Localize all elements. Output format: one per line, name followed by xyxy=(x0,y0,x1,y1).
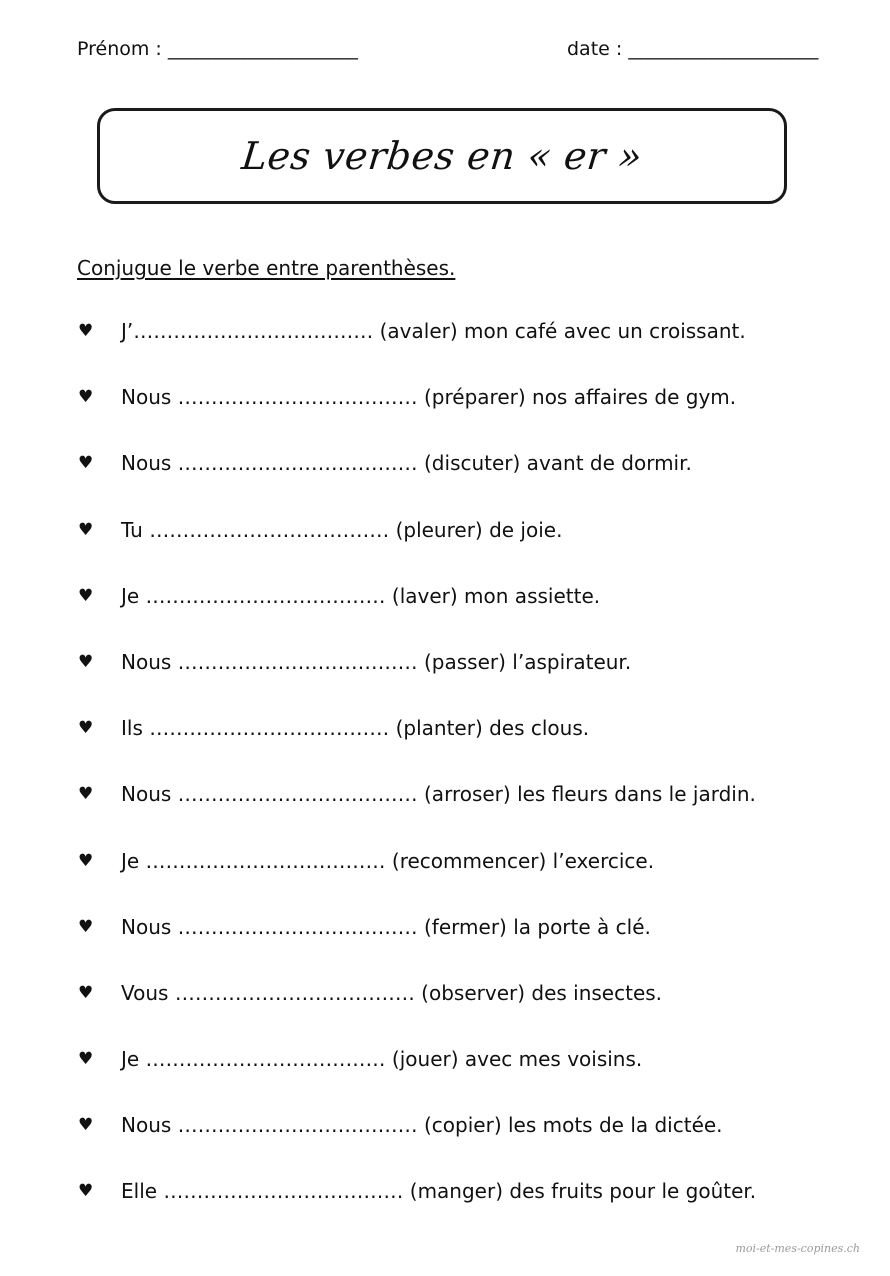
heart-icon: ♥ xyxy=(78,784,94,805)
heart-icon: ♥ xyxy=(78,585,94,606)
list-item xyxy=(0,979,890,1045)
exercise-sentence[interactable]: Je ……………………………… (laver) mon assiette. xyxy=(121,583,601,608)
heart-icon: ♥ xyxy=(78,387,94,408)
list-item xyxy=(0,582,890,648)
exercise-sentence[interactable]: Je ……………………………… (recommencer) l’exercice. xyxy=(121,848,655,873)
date-field[interactable]: date : ____________________ xyxy=(567,38,819,60)
heart-icon: ♥ xyxy=(78,916,94,937)
heart-icon: ♥ xyxy=(78,453,94,474)
exercise-sentence[interactable]: J’……………………………… (avaler) mon café avec un croissant. xyxy=(121,319,746,343)
list-item xyxy=(0,317,890,383)
heart-icon: ♥ xyxy=(78,718,94,739)
instruction: Conjugue le verbe entre parenthèses. xyxy=(77,256,456,280)
heart-icon: ♥ xyxy=(78,1181,94,1202)
exercise-sentence[interactable]: Nous ……………………………… (discuter) avant de dormir. xyxy=(121,451,692,476)
exercise-sentence[interactable]: Tu ……………………………… (pleurer) de joie. xyxy=(121,517,563,542)
list-item xyxy=(0,780,890,846)
exercise-list xyxy=(0,317,890,1244)
heart-icon: ♥ xyxy=(78,982,94,1003)
list-item xyxy=(0,1045,890,1111)
list-item xyxy=(0,913,890,979)
watermark: moi-et-mes-copines.ch xyxy=(735,1242,860,1255)
title-box xyxy=(97,108,787,204)
list-item xyxy=(0,449,890,515)
exercise-sentence[interactable]: Nous ……………………………… (préparer) nos affaires de gym. xyxy=(121,385,737,410)
heart-icon: ♥ xyxy=(78,850,94,871)
exercise-sentence[interactable]: Je ……………………………… (jouer) avec mes voisins. xyxy=(121,1047,643,1072)
heart-icon: ♥ xyxy=(78,321,94,341)
exercise-sentence[interactable]: Nous ……………………………… (passer) l’aspirateur. xyxy=(121,649,632,674)
exercise-sentence[interactable]: Vous ……………………………… (observer) des insectes. xyxy=(121,980,663,1005)
page-title: Les verbes en « er » xyxy=(239,134,645,178)
heart-icon: ♥ xyxy=(78,651,94,672)
heart-icon: ♥ xyxy=(78,1115,94,1136)
list-item xyxy=(0,648,890,714)
exercise-sentence[interactable]: Nous ……………………………… (copier) les mots de la dictée. xyxy=(121,1113,723,1138)
exercise-sentence[interactable]: Elle ……………………………… (manger) des fruits pour le goûter. xyxy=(121,1179,757,1204)
heart-icon: ♥ xyxy=(78,1049,94,1070)
list-item xyxy=(0,1111,890,1177)
list-item xyxy=(0,714,890,780)
heart-icon: ♥ xyxy=(78,519,94,540)
list-item xyxy=(0,383,890,449)
exercise-sentence[interactable]: Nous ……………………………… (arroser) les fleurs dans le jardin. xyxy=(121,782,756,807)
list-item xyxy=(0,516,890,582)
list-item xyxy=(0,847,890,913)
list-item xyxy=(0,1177,890,1243)
exercise-sentence[interactable]: Nous ……………………………… (fermer) la porte à clé. xyxy=(121,914,651,939)
exercise-sentence[interactable]: Ils ……………………………… (planter) des clous. xyxy=(121,716,590,741)
name-field[interactable]: Prénom : ____________________ xyxy=(77,38,358,60)
